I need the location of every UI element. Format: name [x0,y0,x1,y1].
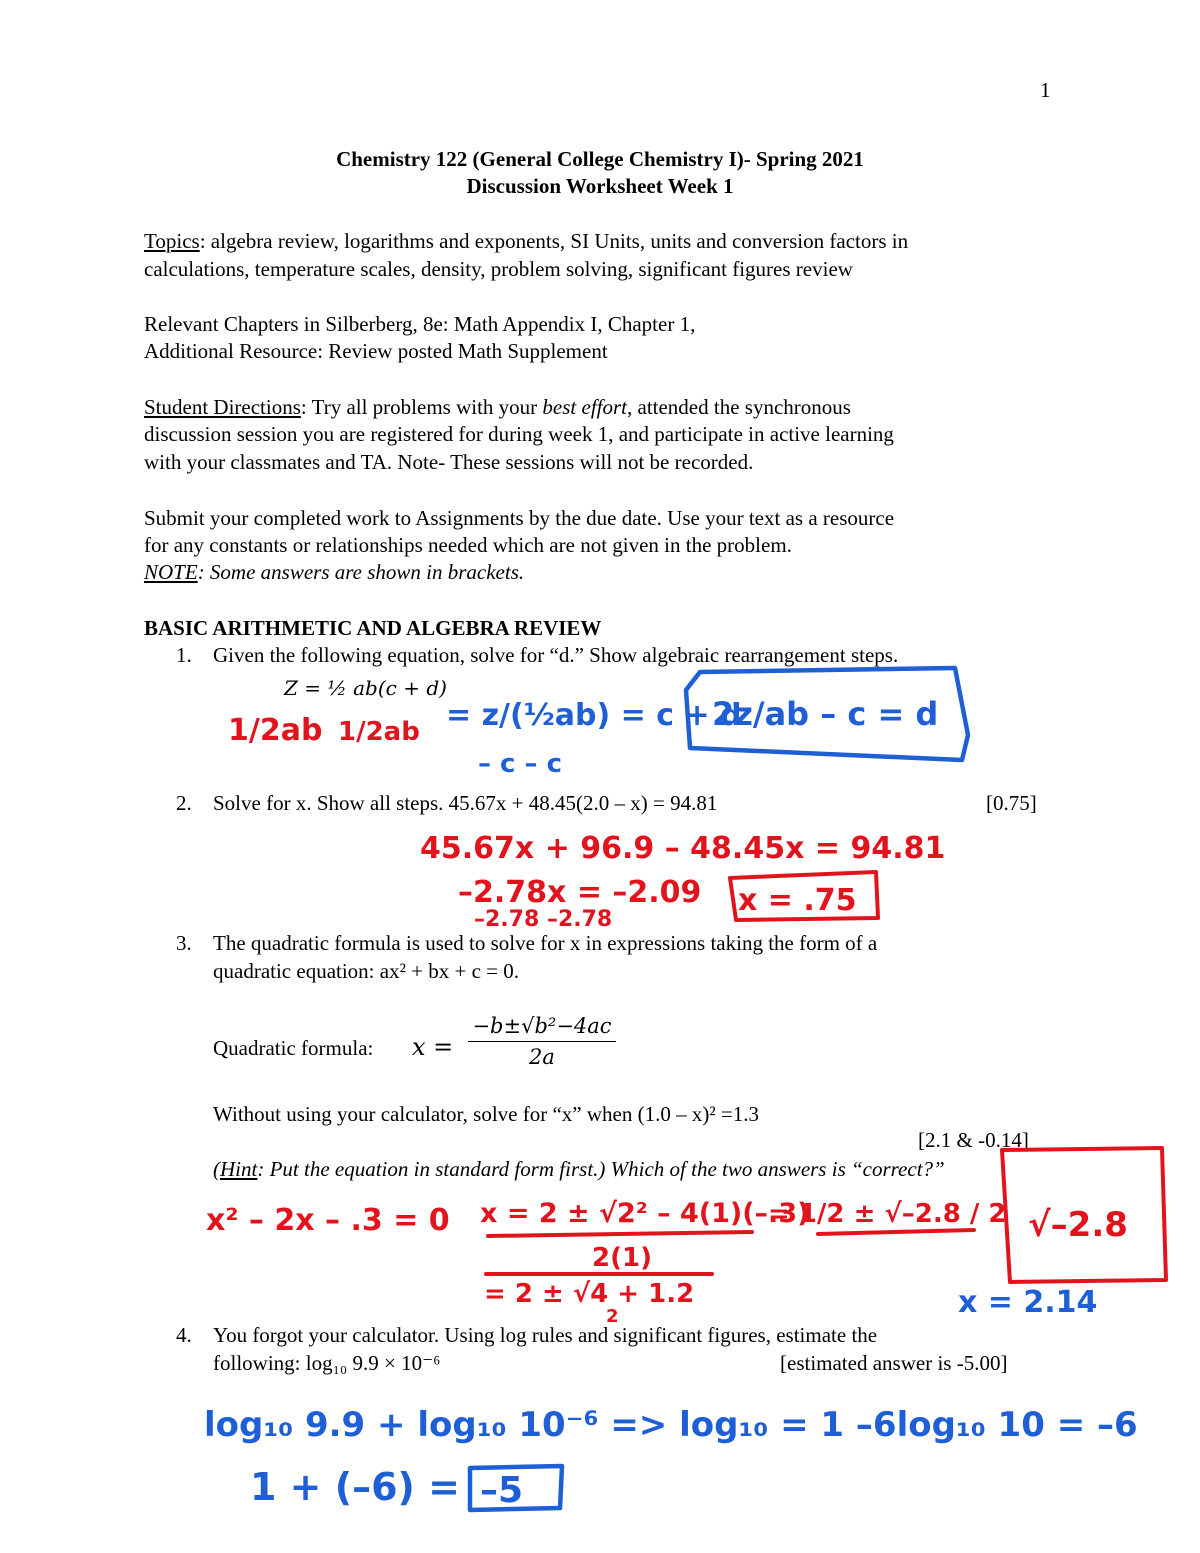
page-number: 1 [1040,78,1051,102]
hw-p2-line-1: 45.67x + 96.9 – 48.45x = 94.81 [420,831,946,866]
hw-p2-answer: x = .75 [738,883,857,918]
hw-p1-red-left: 1/2ab [228,713,323,748]
fraction-bar [468,1041,616,1042]
hw-p3-simplify: = 2 ± √4 + 1.2 [484,1279,695,1309]
hint-open: ( [213,1157,220,1181]
note-text: : Some answers are shown in brackets. [197,560,525,584]
problem-2-text: Solve for x. Show all steps. 45.67x + 48.45(2.0 – x) = 94.81 [213,791,718,815]
topics-line-1 [144,227,908,255]
hw-p4-line-2: 1 + (–6) = [250,1465,460,1509]
hw-p3-standard-form: x² – 2x – .3 = 0 [206,1203,450,1238]
problem-4-number: 4. [176,1323,192,1347]
hw-p2-answer-box [730,872,878,920]
section-title: BASIC ARITHMETIC AND ALGEBRA REVIEW [144,616,602,640]
hw-p3-blue-answer: x = 2.14 [958,1285,1098,1320]
quadratic-formula-denominator: 2a [529,1045,555,1069]
directions-text-a: : Try all problems with your [300,395,543,419]
hw-p1-answer: 2z/ab – c = d [712,695,939,733]
hw-p1-answer-box [686,668,968,760]
topics-text: : algebra review, logarithms and exponents, SI Units, units and conversion factors in [199,229,909,253]
hint-label: Hint [220,1157,258,1181]
topics-line-2: calculations, temperature scales, density, problem solving, significant figures review [144,257,853,281]
problem-2-answer: [0.75] [986,791,1037,815]
problem-3-hint [213,1155,945,1183]
hint-question: Which of the two answers is “correct?” [605,1157,945,1181]
problem-3-number: 3. [176,931,192,955]
problem-1-number: 1. [176,643,192,667]
problem-2-number: 2. [176,791,192,815]
directions-line-2: discussion session you are registered for during week 1, and participate in active learning [144,422,894,446]
directions-label: Student Directions [144,395,301,419]
hw-p3-simplify-den: 2 [606,1306,619,1327]
problem-3-text-1: The quadratic formula is used to solve for x in expressions taking the form of a [213,931,878,955]
document-title: Chemistry 122 (General College Chemistry I)- Spring 2021 [336,147,864,171]
submit-line-1: Submit your completed work to Assignments by the due date. Use your text as a resource [144,506,895,530]
problem-4-answer: [estimated answer is -5.00] [780,1351,1008,1375]
hw-p4-line-1: log₁₀ 9.9 + log₁₀ 10⁻⁶ => log₁₀ = 1 –6log₁₀ 10 = –6 [204,1405,1138,1445]
hw-p1-blue-minus: – c – c [478,749,562,779]
hw-p3-quadratic-denominator: 2(1) [592,1243,652,1273]
quadratic-formula-label: Quadratic formula: [213,1036,374,1060]
quadratic-formula-fraction [468,1014,616,1069]
problem-4-text-1: You forgot your calculator. Using log rules and significant figures, estimate the [213,1323,878,1347]
hw-p3-boxed: √–2.8 [1028,1205,1128,1245]
hw-p3-fraction: = 1/2 ± √–2.8 / 2 [768,1199,1007,1229]
hw-p4-answer-box [470,1466,562,1510]
hint-text: : Put the equation in standard form first.) [257,1157,606,1181]
directions-line-1 [144,393,851,421]
directions-emphasis: best effort [542,395,627,419]
problem-1-text: Given the following equation, solve for “d.” Show algebraic rearrangement steps. [213,643,899,667]
chapters-line-2: Additional Resource: Review posted Math Supplement [144,339,608,363]
note-label: NOTE [144,560,198,584]
quadratic-formula-lhs: x = [412,1033,454,1061]
hw-p3-quadratic-numerator: x = 2 ± √2² – 4(1)(–.3) [480,1198,810,1229]
directions-line-3: with your classmates and TA. Note- These sessions will not be recorded. [144,450,754,474]
problem-1-equation: Z = ½ ab(c + d) [284,676,447,700]
problem-3-text-2: quadratic equation: ax² + bx + c = 0. [213,959,519,983]
problem-4-text-2: following: log₁₀ 9.9 × 10⁻⁶ [213,1351,441,1375]
hw-p1-blue-equation: = z/(½ab) = c + d [446,698,742,733]
quadratic-formula-numerator: −b±√b²−4ac [472,1014,612,1038]
hw-p4-answer: –5 [480,1470,524,1511]
hw-p2-line-2: –2.78x = –2.09 [458,875,702,910]
hw-p3-answer-box [1002,1148,1166,1282]
hw-p3-fraction-line-2 [818,1230,974,1234]
hw-p3-fraction-line [488,1232,752,1236]
submit-line-2: for any constants or relationships needed which are not given in the problem. [144,533,792,557]
note-line [144,558,524,586]
topics-label: Topics [144,229,200,253]
hw-p1-red-right: 1/2ab [338,717,420,747]
hw-p2-divisors: –2.78 –2.78 [474,907,613,932]
problem-3-text-3: Without using your calculator, solve for “x” when (1.0 – x)² =1.3 [213,1102,759,1126]
document-subtitle: Discussion Worksheet Week 1 [466,174,734,198]
directions-text-b: , attended the synchronous [627,395,851,419]
problem-3-answer: [2.1 & -0.14] [918,1128,1029,1152]
chapters-line-1: Relevant Chapters in Silberberg, 8e: Math Appendix I, Chapter 1, [144,312,696,336]
